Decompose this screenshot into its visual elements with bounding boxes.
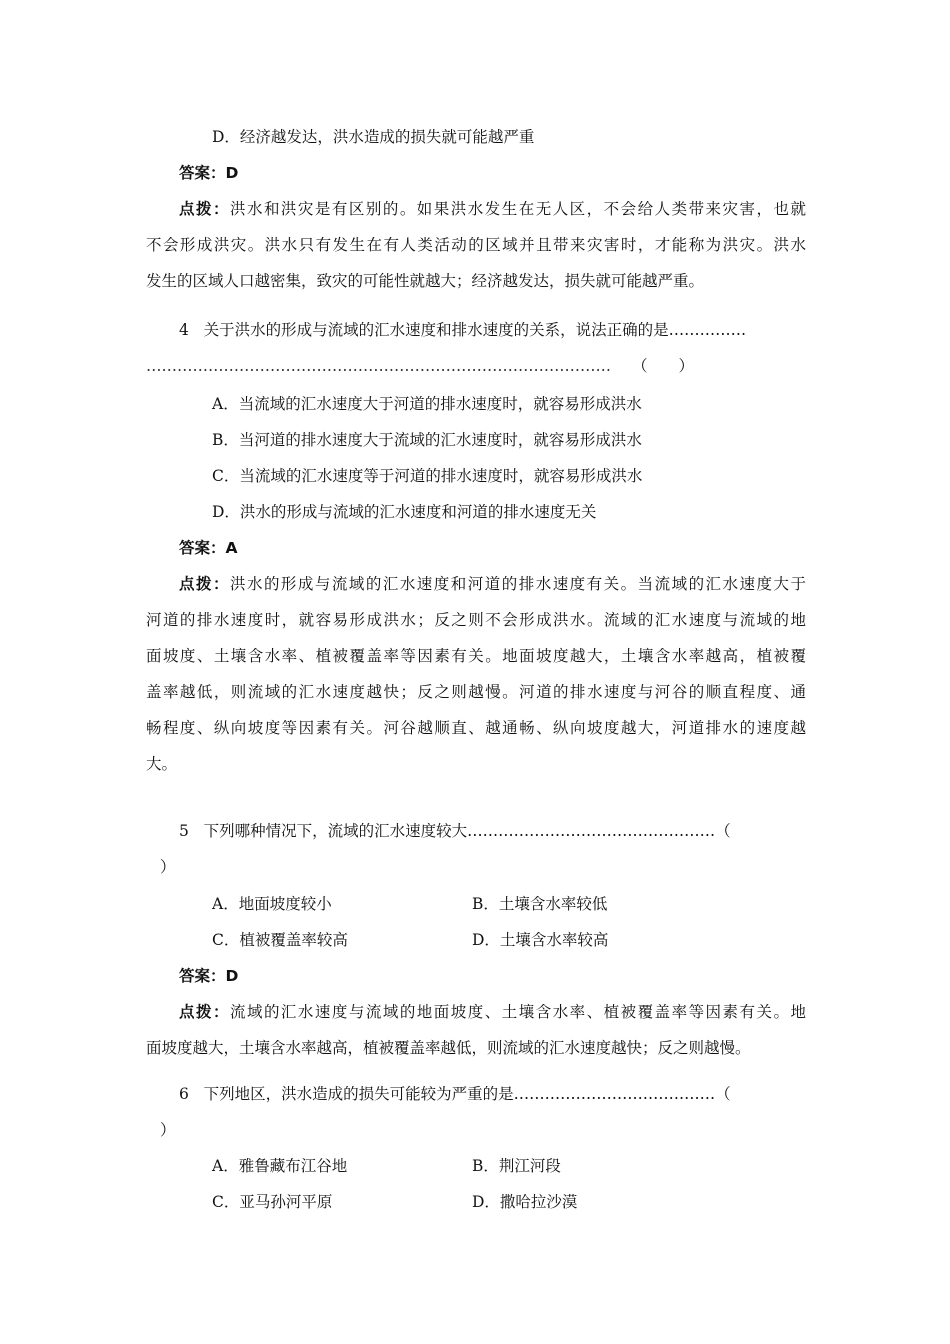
q3-option-d: D．经济越发达，洪水造成的损失就可能越严重: [212, 128, 535, 146]
q5-option-b: B．土壤含水率较低: [472, 895, 608, 913]
answer-value: D: [225, 967, 239, 985]
q4-hint-line-4: 盖率越低，则流域的汇水速度越快；反之则越慢。河道的排水速度与河谷的顺直程度、通: [146, 683, 806, 701]
q5-stem: 5 下列哪种情况下，流域的汇水速度较大…………………………………………（: [179, 822, 731, 840]
q4-hint-line-1: 点拨：洪水的形成与流域的汇水速度和河道的排水速度有关。当流域的汇水速度大于: [179, 575, 806, 593]
q6-option-b: B．荆江河段: [472, 1157, 561, 1175]
q5-answer: [179, 965, 238, 987]
q4-option-d: D．洪水的形成与流域的汇水速度和河道的排水速度无关: [212, 503, 597, 521]
answer-label: 答案：: [179, 164, 226, 182]
q5-stem-continued: ）: [160, 858, 176, 876]
q4-option-c: C．当流域的汇水速度等于河道的排水速度时，就容易形成洪水: [212, 467, 643, 485]
q3-hint-line-2: 不会形成洪灾。洪水只有发生在有人类活动的区域并且带来灾害时，才能称为洪灾。洪水: [146, 236, 806, 254]
q5-option-d: D．土壤含水率较高: [472, 931, 609, 949]
q6-option-a: A．雅鲁藏布江谷地: [212, 1157, 348, 1175]
q4-answer-blank: （ ）: [632, 357, 695, 375]
hint-label: 点拨：: [179, 1003, 230, 1021]
q4-hint-line-5: 畅程度、纵向坡度等因素有关。河谷越顺直、越通畅、纵向坡度越大，河道排水的速度越: [146, 719, 806, 737]
q5-hint-line-1: 点拨：流域的汇水速度与流域的地面坡度、土壤含水率、植被覆盖率等因素有关。地: [179, 1003, 806, 1021]
question-number: 4: [179, 321, 189, 339]
q4-hint-line-2: 河道的排水速度时，就容易形成洪水；反之则不会形成洪水。流域的汇水速度与流域的地: [146, 611, 806, 629]
q4-stem-continued: ………………………………………………………………………………: [146, 357, 611, 375]
q5-option-c: C．植被覆盖率较高: [212, 931, 348, 949]
q6-stem-continued: ）: [160, 1121, 176, 1139]
q6-option-c: C．亚马孙河平原: [212, 1193, 333, 1211]
q4-option-b: B．当河道的排水速度大于流域的汇水速度时，就容易形成洪水: [212, 431, 642, 449]
q3-hint-line-1: 点拨：洪水和洪灾是有区别的。如果洪水发生在无人区，不会给人类带来灾害，也就: [179, 200, 806, 218]
q6-option-d: D．撒哈拉沙漠: [472, 1193, 578, 1211]
answer-value: A: [225, 539, 238, 557]
q3-hint-line-3: 发生的区域人口越密集，致灾的可能性就越大；经济越发达，损失就可能越严重。: [146, 272, 705, 290]
answer-label: 答案：: [179, 539, 226, 557]
question-number: 6: [179, 1085, 189, 1103]
question-number: 5: [179, 822, 189, 840]
hint-label: 点拨：: [179, 575, 230, 593]
q4-stem: 4 关于洪水的形成与流域的汇水速度和排水速度的关系，说法正确的是……………: [179, 321, 747, 339]
answer-label: 答案：: [179, 967, 226, 985]
q3-answer: [179, 162, 238, 184]
q5-option-a: A．地面坡度较小: [212, 895, 332, 913]
q4-option-a: A．当流域的汇水速度大于河道的排水速度时，就容易形成洪水: [212, 395, 642, 413]
q4-hint-line-6: 大。: [146, 755, 178, 773]
q6-stem: 6 下列地区，洪水造成的损失可能较为严重的是…………………………………（: [179, 1085, 731, 1103]
answer-value: D: [225, 164, 239, 182]
q5-hint-line-2: 面坡度越大，土壤含水率越高，植被覆盖率越低，则流域的汇水速度越快；反之则越慢。: [146, 1039, 751, 1057]
q4-answer: [179, 537, 238, 559]
q4-hint-line-3: 面坡度、土壤含水率、植被覆盖率等因素有关。地面坡度越大，土壤含水率越高，植被覆: [146, 647, 806, 665]
hint-label: 点拨：: [179, 200, 230, 218]
